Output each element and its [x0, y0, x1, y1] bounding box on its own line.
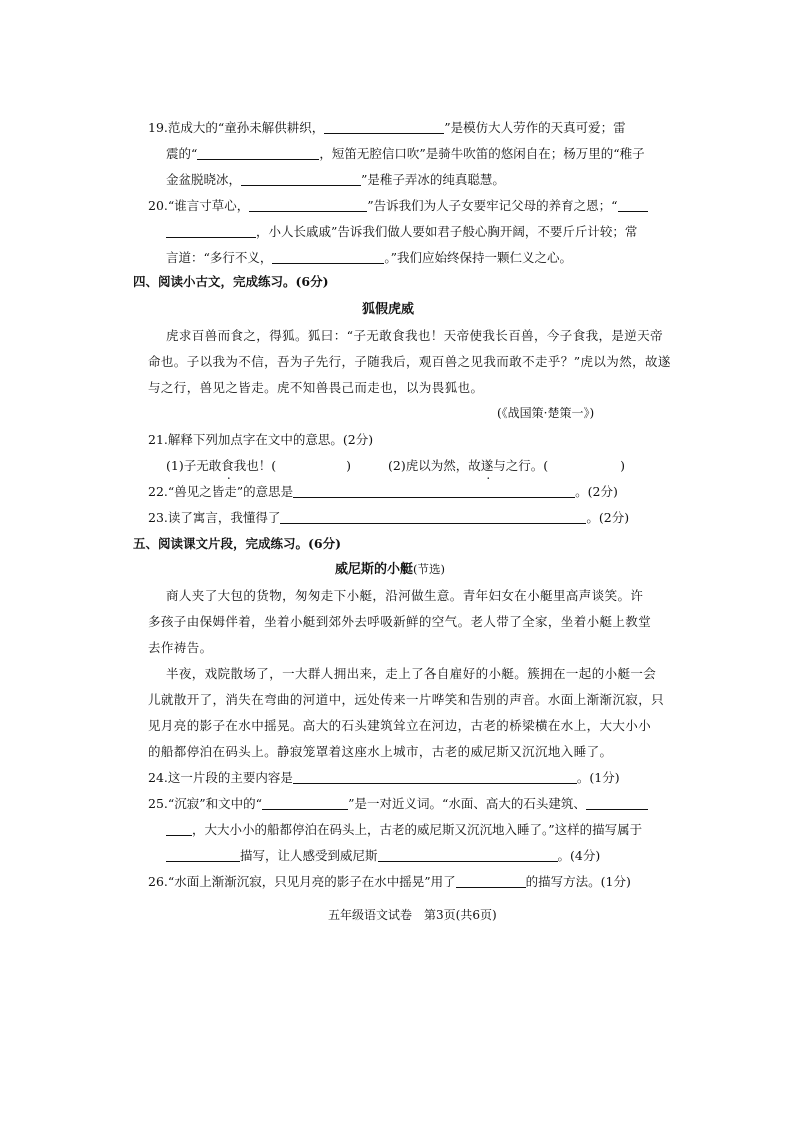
q23-line — [148, 508, 629, 527]
q22-text: 22.“兽见之皆走”的意思是 — [148, 484, 294, 499]
q19-blank-2[interactable] — [197, 145, 319, 160]
q22-blank[interactable] — [293, 483, 575, 498]
q25-line1 — [148, 794, 648, 813]
q19-text: ”是模仿大人劳作的天真可爱；雷 — [444, 120, 626, 135]
q22-text: 。(2分) — [575, 484, 618, 499]
q23-text: 23.读了寓言，我懂得了 — [148, 510, 281, 525]
passage-source: (《战国策·楚策一》) — [497, 406, 595, 420]
q24-blank[interactable] — [293, 769, 577, 784]
q20-text: ”告诉我们为人子女要牢记父母的养育之恩；“ — [367, 198, 618, 213]
dotted-char: 食 — [221, 458, 234, 473]
passage-line: 半夜，戏院散场了，一大群人拥出来，走上了各自雇好的小艇。簇拥在一起的小艇一会 — [166, 666, 657, 681]
q24-line — [148, 768, 620, 787]
q26-text: 的描写方法。(1分) — [525, 874, 631, 889]
q21-stem: 21.解释下列加点字在文中的意思。(2分) — [148, 432, 374, 447]
q19-line2 — [166, 144, 645, 163]
q25-blank-2a[interactable] — [586, 795, 648, 810]
q24-text: 24.这一片段的主要内容是 — [148, 770, 293, 785]
q20-line3 — [166, 248, 572, 267]
passage-title-text: 威尼斯的小艇 — [335, 562, 414, 577]
q26-blank[interactable] — [456, 873, 526, 888]
passage-line: 虎求百兽而食之，得狐。狐曰：“子无敢食我也！天帝使我长百兽，今子食我，是逆天帝 — [166, 328, 663, 343]
q19-text: 震的“ — [166, 146, 198, 161]
passage-line: 与之行，兽见之皆走。虎不知兽畏己而走也，以为畏狐也。 — [148, 380, 484, 395]
q20-blank-2a[interactable] — [618, 197, 648, 212]
q21-text: ) — [346, 458, 352, 473]
q20-blank-3[interactable] — [272, 249, 384, 264]
q24-text: 。(1分) — [576, 770, 620, 785]
q19-text: 19.范成大的“童孙未解供耕织， — [148, 120, 325, 135]
q19-text: ”是稚子弄冰的纯真聪慧。 — [361, 172, 505, 187]
q25-text: ”是一对近义词。“水面、高大的石头建筑、 — [348, 796, 586, 811]
q25-line3 — [166, 846, 600, 865]
q25-blank-3[interactable] — [166, 847, 240, 862]
q22-line — [148, 482, 618, 501]
q25-blank-1[interactable] — [262, 795, 348, 810]
q20-blank-2b[interactable] — [166, 223, 256, 238]
q20-text: 言道：“多行不义， — [166, 250, 273, 265]
passage-line: 见月亮的影子在水中摇晃。高大的石头建筑耸立在河边，古老的桥梁横在水上，大大小小 — [148, 718, 652, 733]
q25-line2 — [166, 820, 642, 839]
passage-title-sub: (节选) — [413, 562, 445, 576]
q19-text: ，短笛无腔信口吹”是骑牛吹笛的悠闲自在；杨万里的“稚子 — [319, 146, 645, 161]
q19-text: 金盆脱晓冰， — [166, 172, 242, 187]
q23-text: 。(2分) — [586, 510, 630, 525]
q26-text: 26.“水面上渐渐沉寂，只见月亮的影子在水中摇晃”用了 — [148, 874, 456, 889]
q23-blank[interactable] — [280, 509, 586, 524]
q19-blank-1[interactable] — [324, 119, 444, 134]
q20-line1 — [148, 196, 648, 215]
q21-text: (1)子无敢 — [166, 458, 222, 473]
q25-text: ，大大小小的船都停泊在码头上，古老的威尼斯又沉沉地入睡了。”这样的描写属于 — [192, 822, 643, 837]
passage-line: 儿就散开了，消失在弯曲的河道中，远处传来一片哗笑和告别的声音。水面上渐渐沉寂，只 — [148, 692, 665, 707]
q21-text: ) — [620, 458, 626, 473]
dotted-char: 遂 — [480, 458, 494, 473]
passage-title-hujiahuwei: 狐假虎威 — [362, 302, 415, 317]
q25-blank-4[interactable] — [378, 847, 558, 862]
passage-line: 的船都停泊在码头上。静寂笼罩着这座水上城市，古老的威尼斯又沉沉地入睡了。 — [148, 744, 613, 759]
q19-line3 — [166, 170, 505, 189]
q21-text: (2)虎以为然，故 — [388, 458, 481, 473]
q25-text: 25.“沉寂”和文中的“ — [148, 796, 263, 811]
q21-item-1 — [166, 456, 351, 475]
section-4-heading: 四、阅读小古文，完成练习。(6分) — [133, 274, 329, 289]
page-footer: 五年级语文试卷 第3页(共6页) — [328, 908, 497, 922]
q25-blank-2b[interactable] — [166, 821, 192, 836]
q21-text: 我也！( — [233, 458, 277, 473]
q19-blank-3[interactable] — [241, 171, 361, 186]
passage-line: 多孩子由保姆伴着，坐着小艇到郊外去呼吸新鲜的空气。老人带了全家，坐着小艇上教堂 — [148, 614, 652, 629]
passage-title-venice — [335, 560, 445, 579]
q20-text: ，小人长戚戚”告诉我们做人要如君子般心胸开阔，不要斤斤计较；常 — [256, 224, 638, 239]
q21-text: 与之行。( — [493, 458, 549, 473]
q20-text: 。”我们应始终保持一颗仁义之心。 — [384, 250, 573, 265]
q20-text: 20.“谁言寸草心， — [148, 198, 250, 213]
q19-line1 — [148, 118, 626, 137]
q20-line2 — [166, 222, 637, 241]
q26-line — [148, 872, 631, 891]
q25-text: 。(4分) — [557, 848, 601, 863]
section-5-heading: 五、阅读课文片段，完成练习。(6分) — [133, 536, 342, 551]
q25-text: 描写，让人感受到威尼斯 — [240, 848, 378, 863]
passage-line: 命也。子以我为不信，吾为子先行，子随我后，观百兽之见我而敢不走乎？”虎以为然，故遂 — [148, 354, 671, 369]
passage-line: 去作祷告。 — [148, 640, 213, 655]
passage-line: 商人夹了大包的货物，匆匆走下小艇，沿河做生意。青年妇女在小艇里高声谈笑。许 — [166, 588, 644, 603]
q21-item-2 — [388, 456, 625, 475]
q20-blank-1[interactable] — [249, 197, 367, 212]
